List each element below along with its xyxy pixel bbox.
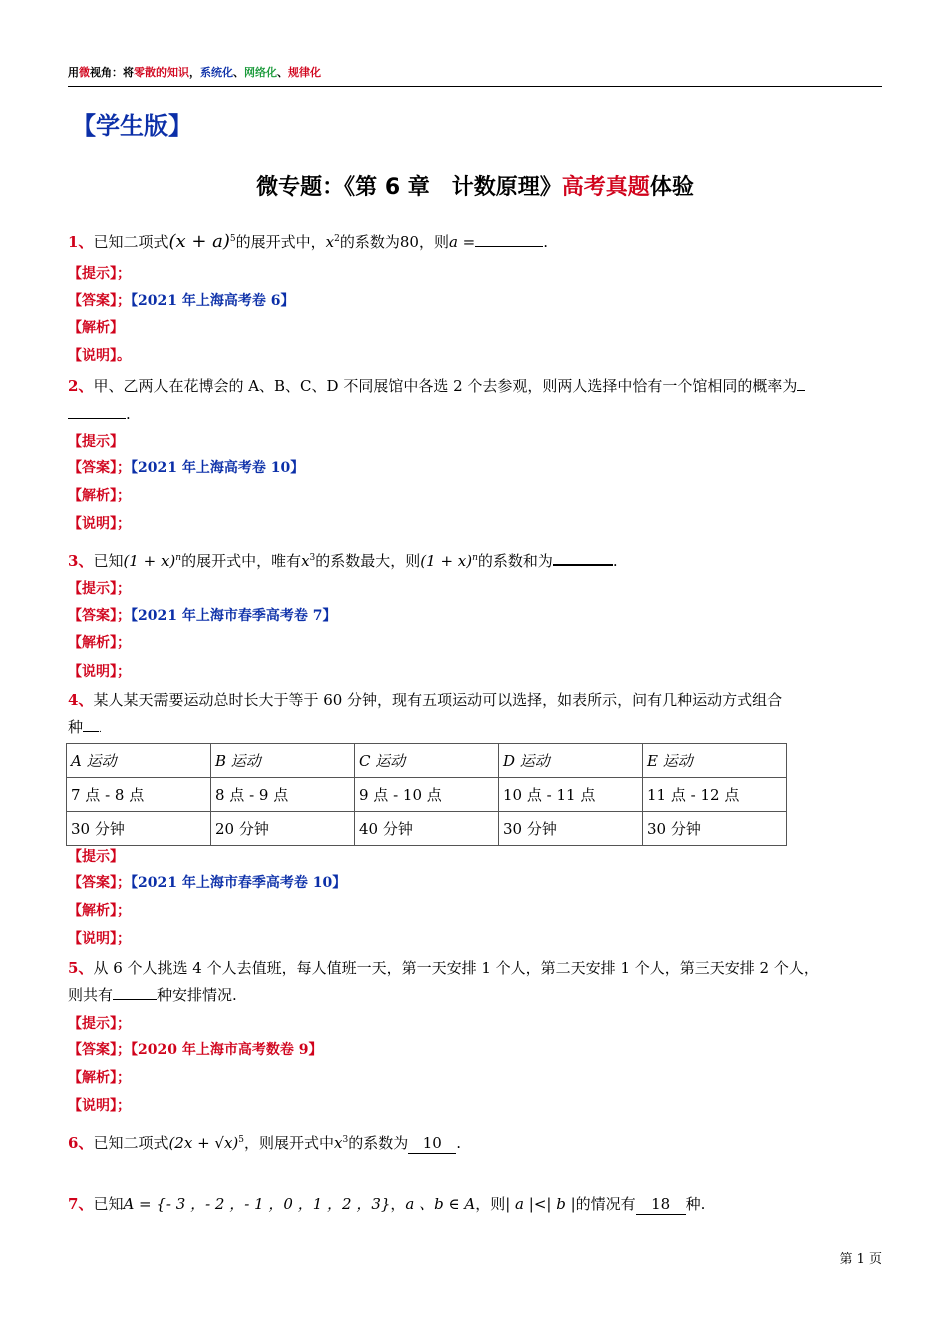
hint-label: 【提示】 xyxy=(68,581,117,597)
question-5 xyxy=(68,958,882,978)
question-number: 7、 xyxy=(68,1195,94,1213)
question-text: 从 6 个人挑选 4 个人去值班，每人值班一天，第一天安排 1 个人，第二天安排 1 个人，第三天安排 2 个人， xyxy=(93,959,819,977)
page-title xyxy=(0,170,950,201)
answer-row xyxy=(68,605,882,626)
note-row xyxy=(68,928,882,949)
source-label: 【2020 年上海市高考数卷 9】 xyxy=(131,1042,323,1058)
analysis-row xyxy=(68,485,882,506)
table-cell: 10 点 - 11 点 xyxy=(499,778,643,812)
hint-label: 【提示】 xyxy=(68,1016,117,1032)
separator: ； xyxy=(117,1070,131,1086)
table-row xyxy=(67,744,787,778)
hint-label: 【提示】 xyxy=(68,266,117,282)
hint-row xyxy=(68,846,882,867)
answer-label: 【答案】 xyxy=(68,1042,117,1058)
table-row xyxy=(67,812,787,846)
source-label: 【2021 年上海市春季高考卷 7】 xyxy=(131,608,337,624)
note-row xyxy=(68,1095,882,1116)
separator: ； xyxy=(117,875,131,891)
separator: ； xyxy=(117,1042,131,1058)
note-label: 【说明】 xyxy=(68,664,117,680)
question-text: 则共有 xyxy=(68,986,114,1004)
table-cell: B 运动 xyxy=(211,744,355,778)
table-cell: 30 分钟 xyxy=(67,812,211,846)
edition-label: 【学生版】 xyxy=(72,112,192,140)
question-text: 已知 xyxy=(93,1195,124,1213)
table-cell: 9 点 - 10 点 xyxy=(355,778,499,812)
exponent: n xyxy=(472,553,478,563)
table-cell: 7 点 - 8 点 xyxy=(67,778,211,812)
formula: x xyxy=(334,1134,343,1152)
formula: (1 + x) xyxy=(420,552,473,570)
hint-row xyxy=(68,578,882,599)
analysis-label: 【解析】 xyxy=(68,320,124,336)
question-6 xyxy=(68,1130,882,1154)
question-text: 已知 xyxy=(93,552,124,570)
title-highlight: 高考真题 xyxy=(561,175,650,200)
analysis-label: 【解析】 xyxy=(68,1070,117,1086)
answer-blank[interactable] xyxy=(475,232,543,247)
exponent: 2 xyxy=(334,234,340,244)
analysis-row xyxy=(68,632,882,653)
note-label: 【说明】 xyxy=(68,516,117,532)
header-text: 规律化 xyxy=(288,66,321,79)
hint-row xyxy=(68,431,882,452)
hint-label: 【提示】 xyxy=(68,434,124,450)
separator: ； xyxy=(117,516,131,532)
analysis-row xyxy=(68,1067,882,1088)
question-number: 2、 xyxy=(68,377,94,395)
question-text: 的展开式中， xyxy=(235,233,326,251)
exponent: 3 xyxy=(309,553,316,563)
table-cell: 40 分钟 xyxy=(355,812,499,846)
formula: A = {- 3 ，- 2 ，- 1 ，0 ，1 ，2 ，3} xyxy=(123,1195,391,1213)
question-7 xyxy=(68,1194,882,1215)
question-number: 1、 xyxy=(68,233,94,251)
formula: a 、b ∈ A xyxy=(405,1195,476,1213)
question-text: 的系数和为 xyxy=(477,552,553,570)
hint-row xyxy=(68,1013,882,1034)
header-text: 、 xyxy=(277,66,288,79)
header-text: ， xyxy=(189,66,200,79)
question-text: . xyxy=(543,233,549,251)
formula: | a |<| b | xyxy=(505,1195,576,1213)
note-row xyxy=(68,345,882,366)
exponent: n xyxy=(175,553,182,563)
answer-row xyxy=(68,872,882,893)
question-5-cont xyxy=(68,985,882,1005)
answer-blank[interactable] xyxy=(553,550,613,566)
formula: (1 + x) xyxy=(123,552,176,570)
title-prefix: 微专题：《第 6 章 计数原理》 xyxy=(256,175,562,200)
formula: (x + a) xyxy=(168,231,230,252)
question-text: 某人某天需要运动总时长大于等于 60 分钟，现有五项运动可以选择，如表所示，问有几种运动方式组合 xyxy=(93,691,783,709)
table-cell: 11 点 - 12 点 xyxy=(643,778,787,812)
table-cell: C 运动 xyxy=(355,744,499,778)
question-text: ，则展开式中 xyxy=(244,1134,335,1152)
question-text: . xyxy=(99,725,102,735)
question-text: 的系数为80，则 xyxy=(339,233,449,251)
answer-label: 【答案】 xyxy=(68,293,117,309)
formula: a = xyxy=(448,233,476,251)
question-number: 6、 xyxy=(68,1134,94,1152)
question-text: . xyxy=(612,552,618,570)
question-text: ， xyxy=(390,1195,406,1213)
header-text: 、 xyxy=(233,66,244,79)
exponent: 3 xyxy=(342,1135,349,1145)
note-row xyxy=(68,661,882,682)
header-text: 零散的知识 xyxy=(134,66,189,79)
answer-blank[interactable] xyxy=(83,717,99,732)
separator: ； xyxy=(117,1016,131,1032)
analysis-label: 【解析】 xyxy=(68,635,117,651)
answer-blank[interactable] xyxy=(68,404,126,419)
source-label: 【2021 年上海高考卷 6】 xyxy=(131,293,295,309)
separator: ； xyxy=(117,635,131,651)
question-text: ，则 xyxy=(475,1195,506,1213)
hint-label: 【提示】 xyxy=(68,849,124,865)
question-text: . xyxy=(456,1134,462,1152)
separator: 。 xyxy=(117,348,131,364)
table-cell: 30 分钟 xyxy=(499,812,643,846)
separator: ； xyxy=(117,608,131,624)
title-suffix: 体验 xyxy=(649,175,694,200)
question-text: . xyxy=(126,405,131,423)
source-label: 【2021 年上海高考卷 10】 xyxy=(131,460,305,476)
hint-row xyxy=(68,263,882,284)
answer-row xyxy=(68,290,882,311)
question-text: 的展开式中，唯有 xyxy=(181,552,302,570)
table-cell: A 运动 xyxy=(67,744,211,778)
header-text: 系统化 xyxy=(200,66,233,79)
note-row xyxy=(68,513,882,534)
answer-label: 【答案】 xyxy=(68,875,117,891)
analysis-row xyxy=(68,317,882,338)
answer-label: 【答案】 xyxy=(68,460,117,476)
question-number: 3、 xyxy=(68,552,94,570)
table-cell: 20 分钟 xyxy=(211,812,355,846)
separator: ； xyxy=(117,460,131,476)
separator: ； xyxy=(117,931,131,947)
answer-row xyxy=(68,457,882,478)
analysis-label: 【解析】 xyxy=(68,488,117,504)
question-text: 的系数最大，则 xyxy=(315,552,421,570)
question-number: 5、 xyxy=(68,959,94,977)
question-text: 种. xyxy=(685,1195,706,1213)
answer-label: 【答案】 xyxy=(68,608,117,624)
table-cell: 30 分钟 xyxy=(643,812,787,846)
note-label: 【说明】 xyxy=(68,931,117,947)
separator: ； xyxy=(117,488,131,504)
table-cell: 8 点 - 9 点 xyxy=(211,778,355,812)
question-2 xyxy=(68,376,882,396)
question-text: 已知二项式 xyxy=(93,233,169,251)
header-text: 网络化 xyxy=(244,66,277,79)
analysis-row xyxy=(68,900,882,921)
exponent: 5 xyxy=(229,234,236,244)
note-label: 【说明】 xyxy=(68,1098,117,1114)
exponent: 5 xyxy=(238,1135,245,1145)
question-1 xyxy=(68,229,882,252)
note-label: 【说明】 xyxy=(68,348,117,364)
question-number: 4、 xyxy=(68,691,94,709)
header-text: 微 xyxy=(79,66,90,79)
question-4-cont xyxy=(68,717,882,740)
question-text: 已知二项式 xyxy=(93,1134,169,1152)
table-cell: E 运动 xyxy=(643,744,787,778)
table-cell: D 运动 xyxy=(499,744,643,778)
question-text: 种安排情况. xyxy=(157,986,237,1004)
header-text: 视角：将 xyxy=(90,66,134,79)
formula: x xyxy=(301,552,310,570)
page-number: 第 1 页 xyxy=(839,1252,882,1267)
source-label: 【2021 年上海市春季高考卷 10】 xyxy=(131,875,347,891)
separator: ； xyxy=(117,293,131,309)
separator: ； xyxy=(117,1098,131,1114)
question-2-cont xyxy=(68,404,882,424)
question-text: 的系数为 xyxy=(348,1134,409,1152)
question-3 xyxy=(68,548,882,571)
separator: ； xyxy=(117,903,131,919)
answer-value: 18 xyxy=(636,1194,686,1215)
analysis-label: 【解析】 xyxy=(68,903,117,919)
answer-row xyxy=(68,1039,882,1060)
exercise-table xyxy=(66,743,787,846)
question-4 xyxy=(68,690,882,710)
answer-blank[interactable] xyxy=(113,985,157,1000)
separator: ； xyxy=(117,266,131,282)
page-header xyxy=(68,64,882,87)
table-row xyxy=(67,778,787,812)
header-text: 用 xyxy=(68,66,79,79)
question-text: 种 xyxy=(68,718,84,736)
answer-value: 10 xyxy=(408,1133,456,1154)
answer-blank[interactable] xyxy=(797,376,805,391)
separator: ； xyxy=(117,581,131,597)
separator: ； xyxy=(117,664,131,680)
question-text: 甲、乙两人在花博会的 A、B、C、D 不同展馆中各选 2 个去参观，则两人选择中恰有一个馆相同的概率为 xyxy=(93,377,798,395)
formula: x xyxy=(325,233,335,251)
question-text: 的情况有 xyxy=(575,1195,636,1213)
formula: (2x + √x) xyxy=(168,1134,239,1152)
